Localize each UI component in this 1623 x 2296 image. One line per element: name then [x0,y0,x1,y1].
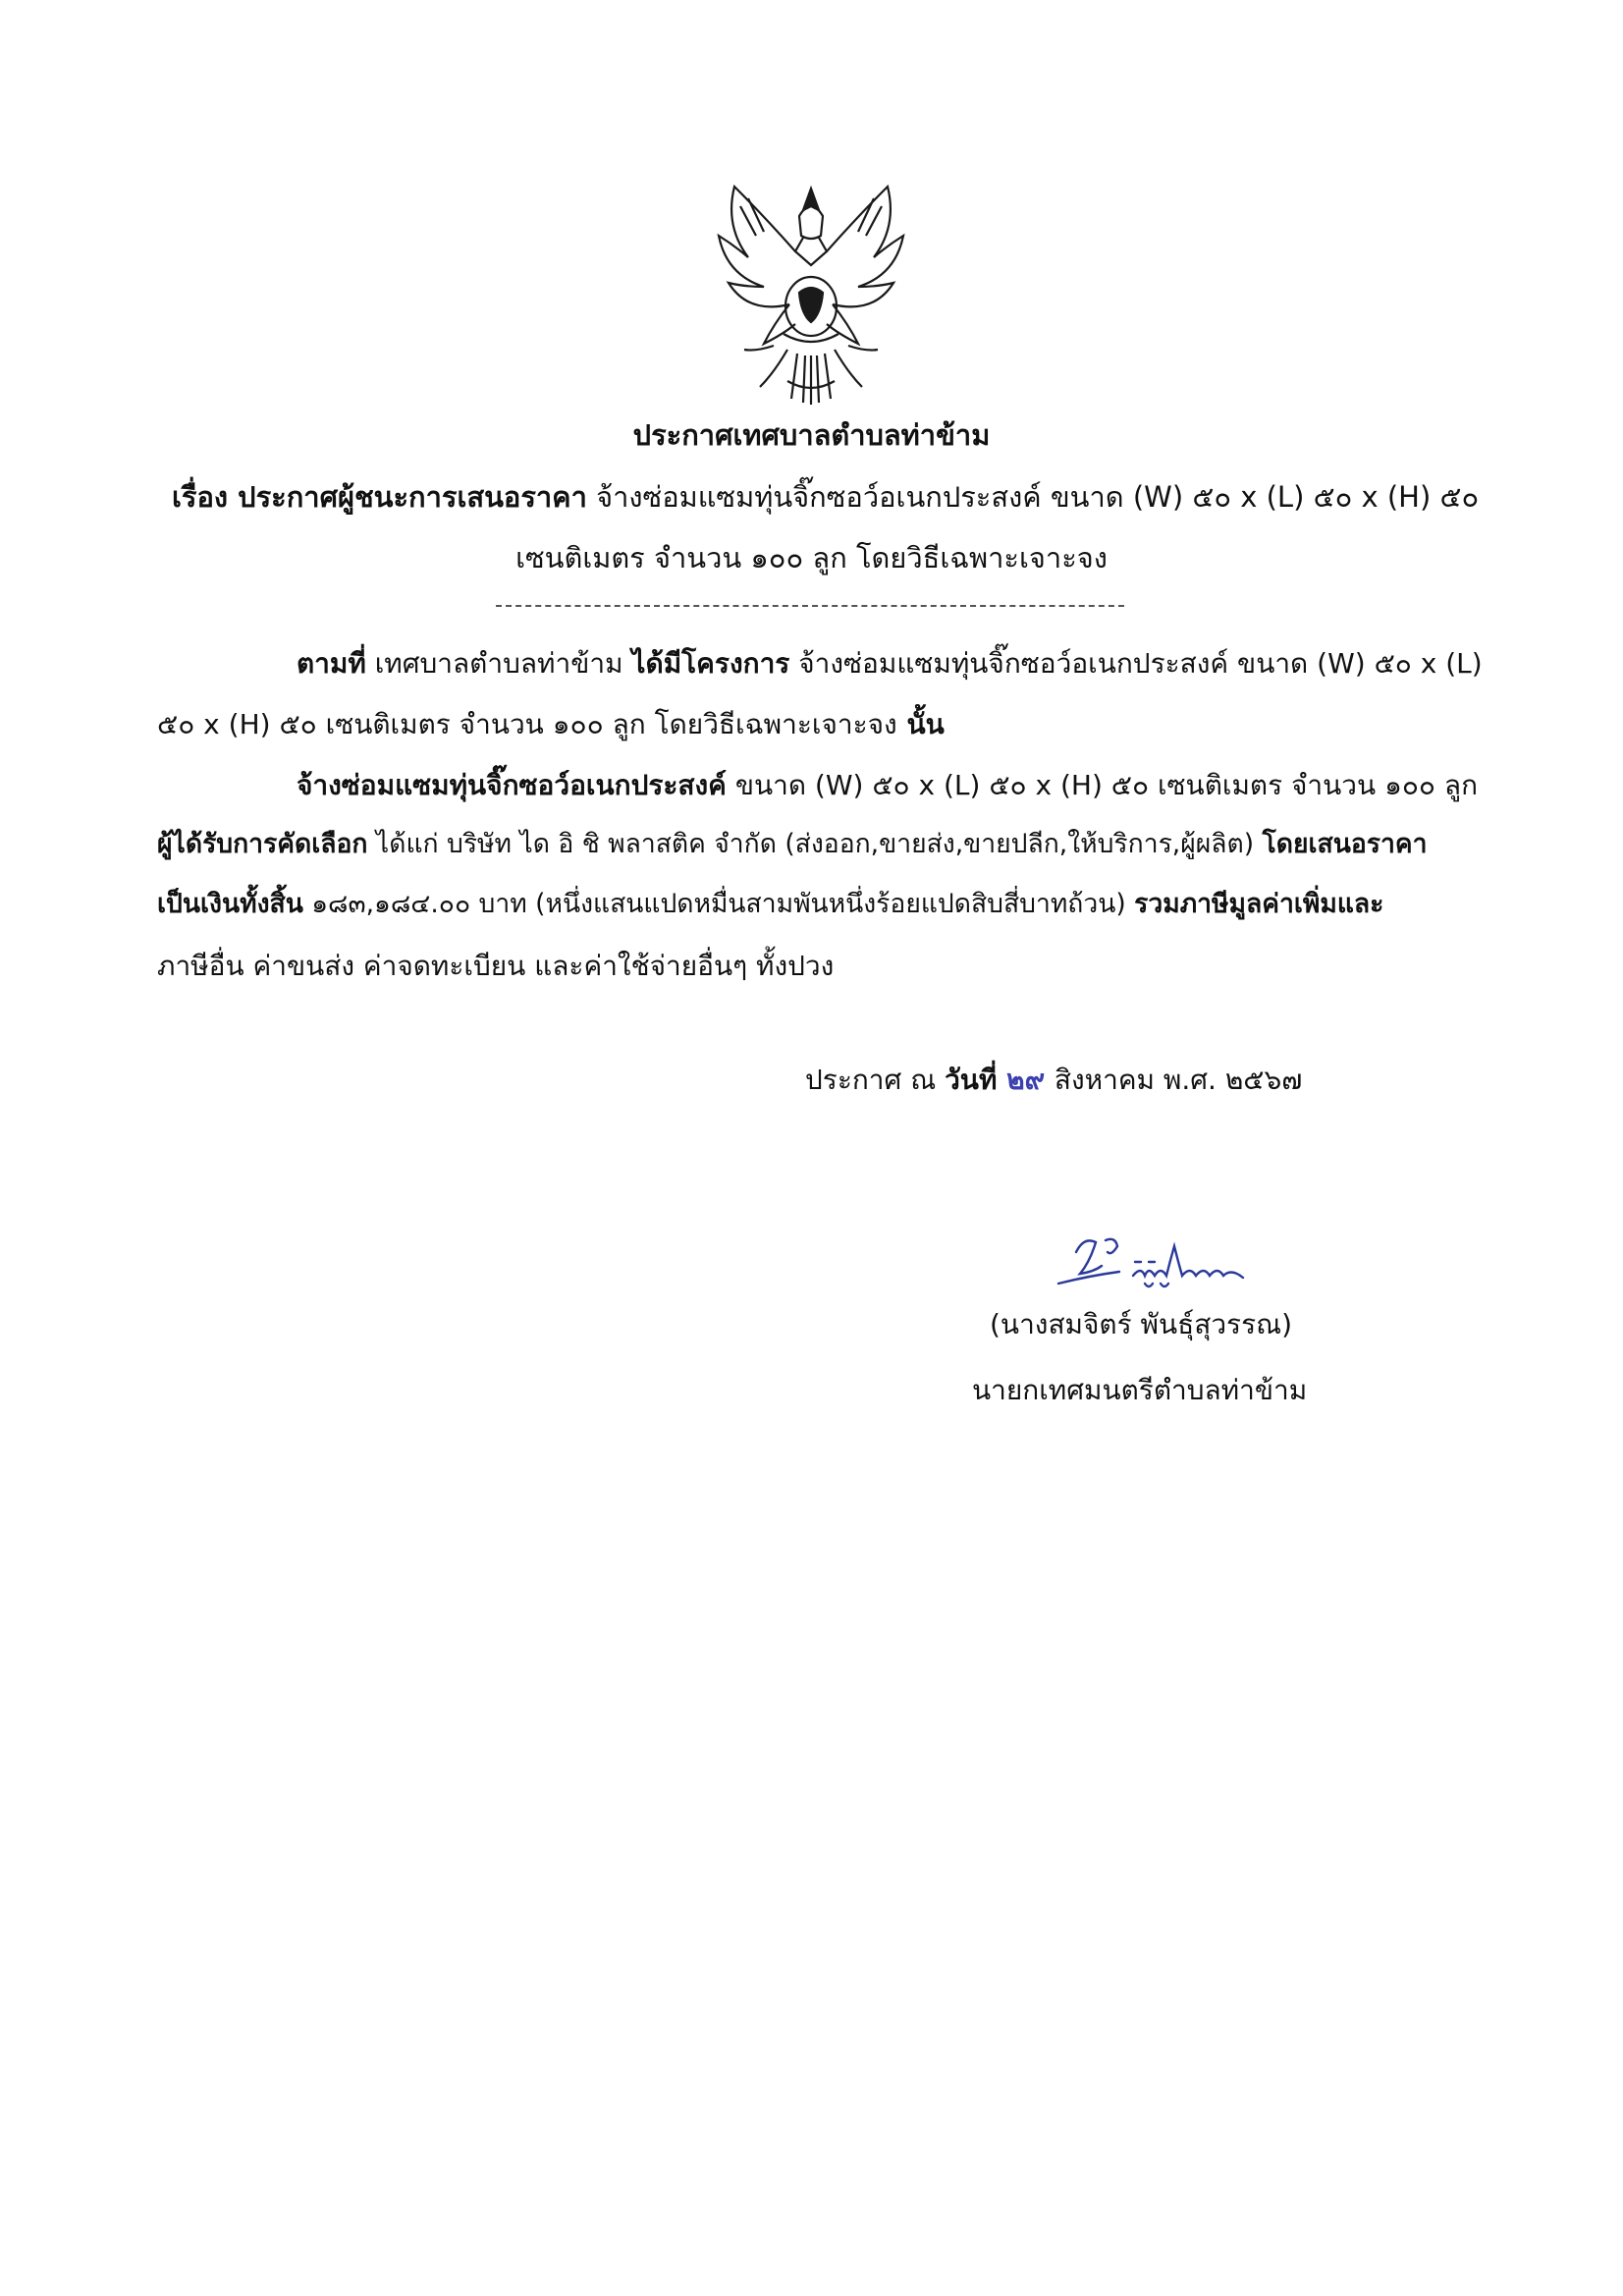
paragraph-2-line-2 [157,829,1428,859]
p1-end: นั้น [896,708,945,740]
p2-l3-bold: เป็นเงินทั้งสิ้น [157,889,303,919]
p2-l3-bold2: รวมภาษีมูลค่าเพิ่มและ [1134,889,1384,919]
paragraph-2-line-1 [297,769,1479,801]
signatory-position: นายกเทศมนตรีตำบลท่าข้าม [972,1374,1308,1406]
paragraph-1-line-2 [157,708,945,740]
paragraph-2-line-3 [157,889,1384,919]
subject-line-2: เซนติเมตร จำนวน ๑๐๐ ลูก โดยวิธีเฉพาะเจาะจง [515,541,1108,574]
garuda-emblem-icon [705,177,917,409]
date-line [805,1066,1302,1094]
p2-l3-mid: ๑๘๓,๑๘๔.๐๐ บาท (หนึ่งแสนแปดหมื่นสามพันหนึ่งร้อยแปดสิบสี่บาทถ้วน) [302,889,1135,919]
divider [496,605,1124,607]
announcement-title: ประกาศเทศบาลตำบลท่าข้าม [632,418,991,452]
paragraph-2-line-4: ภาษีอื่น ค่าขนส่ง ค่าจดทะเบียน และค่าใช้จ่ายอื่นๆ ทั้งปวง [157,950,835,982]
signature-icon [1051,1232,1257,1303]
date-prefix: ประกาศ ณ [805,1064,946,1096]
p2-rest: ขนาด (W) ๕๐ x (L) ๕๐ x (H) ๕๐ เซนติเมตร จำนวน ๑๐๐ ลูก [726,769,1479,801]
p2-l2-bold: ผู้ได้รับการคัดเลือก [157,829,368,859]
p1-line-2-text: ๕๐ x (H) ๕๐ เซนติเมตร จำนวน ๑๐๐ ลูก โดยวิธีเฉพาะเจาะจง [157,708,897,740]
p2-bold: จ้างซ่อมแซมทุ่นจิ๊กซอว์อเนกประสงค์ [297,769,727,801]
subject-label: เรื่อง ประกาศผู้ชนะการเสนอราคา [172,480,587,514]
p2-l2-bold2: โดยเสนอราคา [1262,829,1428,859]
signatory-name: (นางสมจิตร์ พันธุ์สุวรรณ) [990,1308,1293,1340]
p1-text-a: เทศบาลตำบลท่าข้าม [365,647,632,680]
date-day: ๒๙ [997,1064,1055,1096]
subject-line-1 [172,474,1479,519]
paragraph-1-line-1 [297,647,1483,680]
p1-bold: ได้มีโครงการ [631,647,790,680]
p1-text-b: จ้างซ่อมแซมทุ่นจิ๊กซอว์อเนกประสงค์ ขนาด (W) ๕๐ x (L) [789,647,1483,680]
p2-l2-mid: ได้แก่ บริษัท ได อิ ชิ พลาสติค จำกัด (ส่งออก,ขายส่ง,ขายปลีก,ให้บริการ,ผู้ผลิต) [367,829,1263,859]
date-rest: สิงหาคม พ.ศ. ๒๕๖๗ [1054,1064,1303,1096]
p1-label: ตามที่ [297,647,366,680]
subject-text: จ้างซ่อมแซมทุ่นจิ๊กซอว์อเนกประสงค์ ขนาด (W) ๕๐ x (L) ๕๐ x (H) ๕๐ [586,480,1480,514]
date-label: วันที่ [945,1064,998,1096]
